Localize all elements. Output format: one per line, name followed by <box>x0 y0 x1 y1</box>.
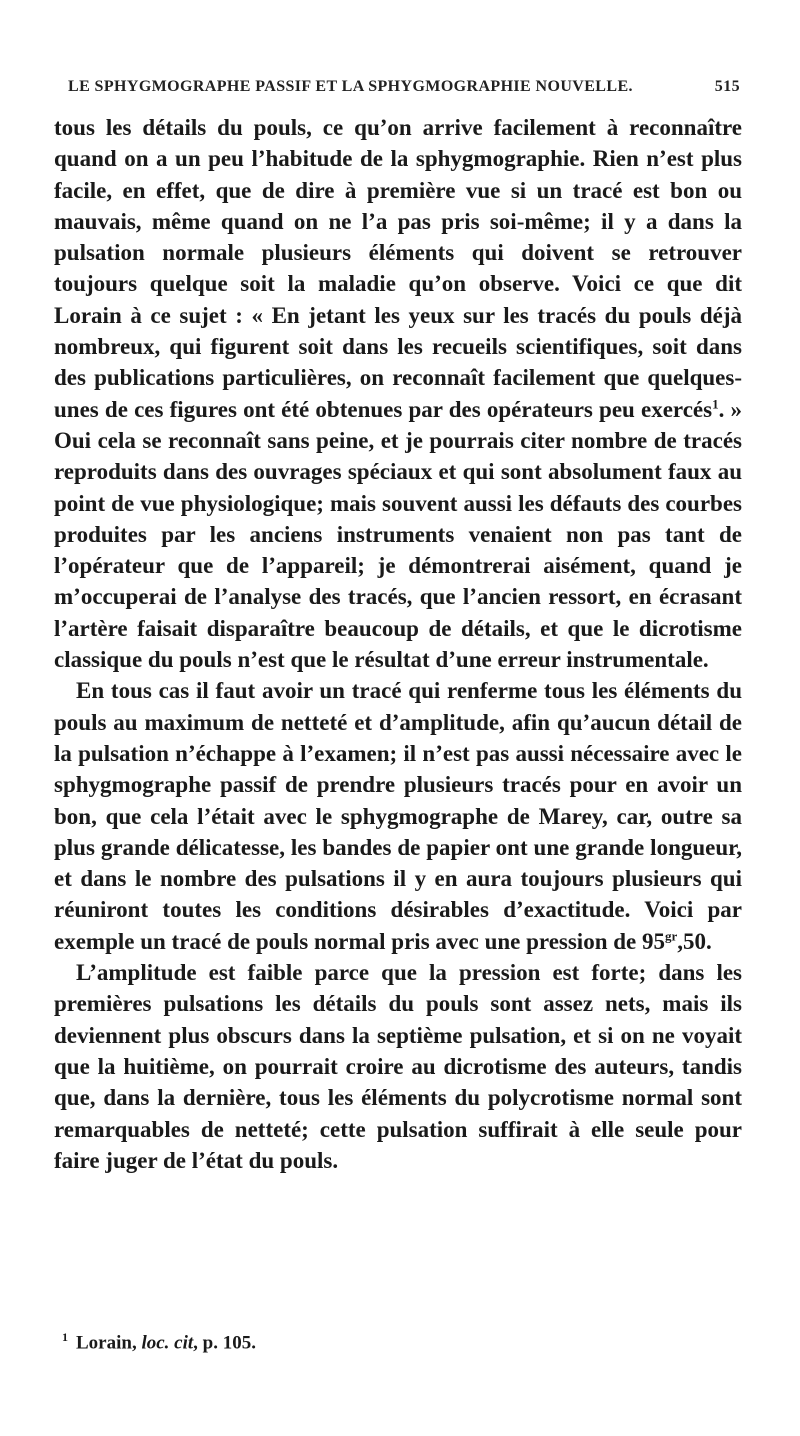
paragraph-3 <box>54 957 742 1176</box>
paragraph-1 <box>54 112 742 675</box>
running-head <box>68 78 740 106</box>
paragraph-2-text-a: En tous cas il faut avoir un tracé qui renferme tous les éléments du pouls au maximum de netteté et d’amplitude, afin qu’aucun détail de la pulsation n’échappe à l’examen; il n’est pas aussi nécessaire avec le sphygmographe passif de prendre plusieurs tracés pour en avoir un bon, que cela l’était avec le sphygmographe de Marey, car, outre sa plus grande délicatesse, les bandes de papier ont une grande longueur, et dans le nombre des pulsations il y en aura toujours plusieurs qui réuniront toutes les conditions désirables d’exactitude. Voici par exemple un tracé de pouls normal pris avec une pression de 95 <box>54 678 742 954</box>
footnote-page: , p. 105. <box>193 1332 256 1354</box>
footnote-mark: 1 <box>62 1330 68 1344</box>
paragraph-2 <box>54 675 742 957</box>
footnote <box>62 1330 742 1354</box>
paragraph-3-text: L’amplitude est faible parce que la pression est forte; dans les premières pulsations les détails du pouls sont assez nets, mais ils deviennent plus obscurs dans la septième pulsation, et si on ne voyait que la huitième, on pourrait croire au dicrotisme des auteurs, tandis que, dans la dernière, tous les éléments du polycrotisme normal sont remarquables de netteté; cette pulsation suffirait à elle seule pour faire juger de l’état du pouls. <box>54 960 742 1173</box>
page-number: 515 <box>714 78 740 95</box>
footnote-author: Lorain, <box>76 1332 137 1354</box>
paragraph-2-text-b: ,50. <box>677 928 712 954</box>
paragraph-1-text-a: tous les détails du pouls, ce qu’on arrive facilement à reconnaître quand on a un peu l’habitude de la sphygmographie. Rien n’est plus facile, en effet, que de dire à première vue si un tracé est bon ou mauvais, même quand on ne l’a pas pris soi-même; il y a dans la pulsation normale plusieurs éléments qui doivent se retrouver toujours quelque soit la maladie qu’on observe. Voici ce que dit Lorain à ce sujet : « En jetant les yeux sur les tracés du pouls déjà nombreux, qui figurent soit dans les recueils scientifiques, soit dans des publications particulières, on reconnaît facilement que quelques-unes de ces figures ont été obtenues par des opérateurs peu exercés <box>54 115 742 422</box>
paragraph-1-text-b: . » Oui cela se reconnaît sans peine, et je pourrais citer nombre de tracés reproduits dans des ouvrages spéciaux et qui sont absolument faux au point de vue physiologique; mais souvent aussi les défauts des courbes produites par les anciens instruments venaient non pas tant de l’opérateur que de l’appareil; je démontrerai aisément, quand je m’occuperai de l’analyse des tracés, que l’ancien ressort, en écrasant l’artère faisait disparaître beaucoup de détails, et que le dicrotisme classique du pouls n’est que le résultat d’une erreur instrumentale. <box>54 396 743 673</box>
gram-superscript: gr <box>664 928 678 944</box>
running-head-title: LE SPHYGMOGRAPHE PASSIF ET LA SPHYGMOGRAPHIE NOUVELLE. <box>68 78 633 95</box>
footnote-reference: 1 <box>712 396 719 412</box>
body-text <box>54 112 742 1176</box>
footnote-ref: loc. cit <box>141 1332 194 1354</box>
